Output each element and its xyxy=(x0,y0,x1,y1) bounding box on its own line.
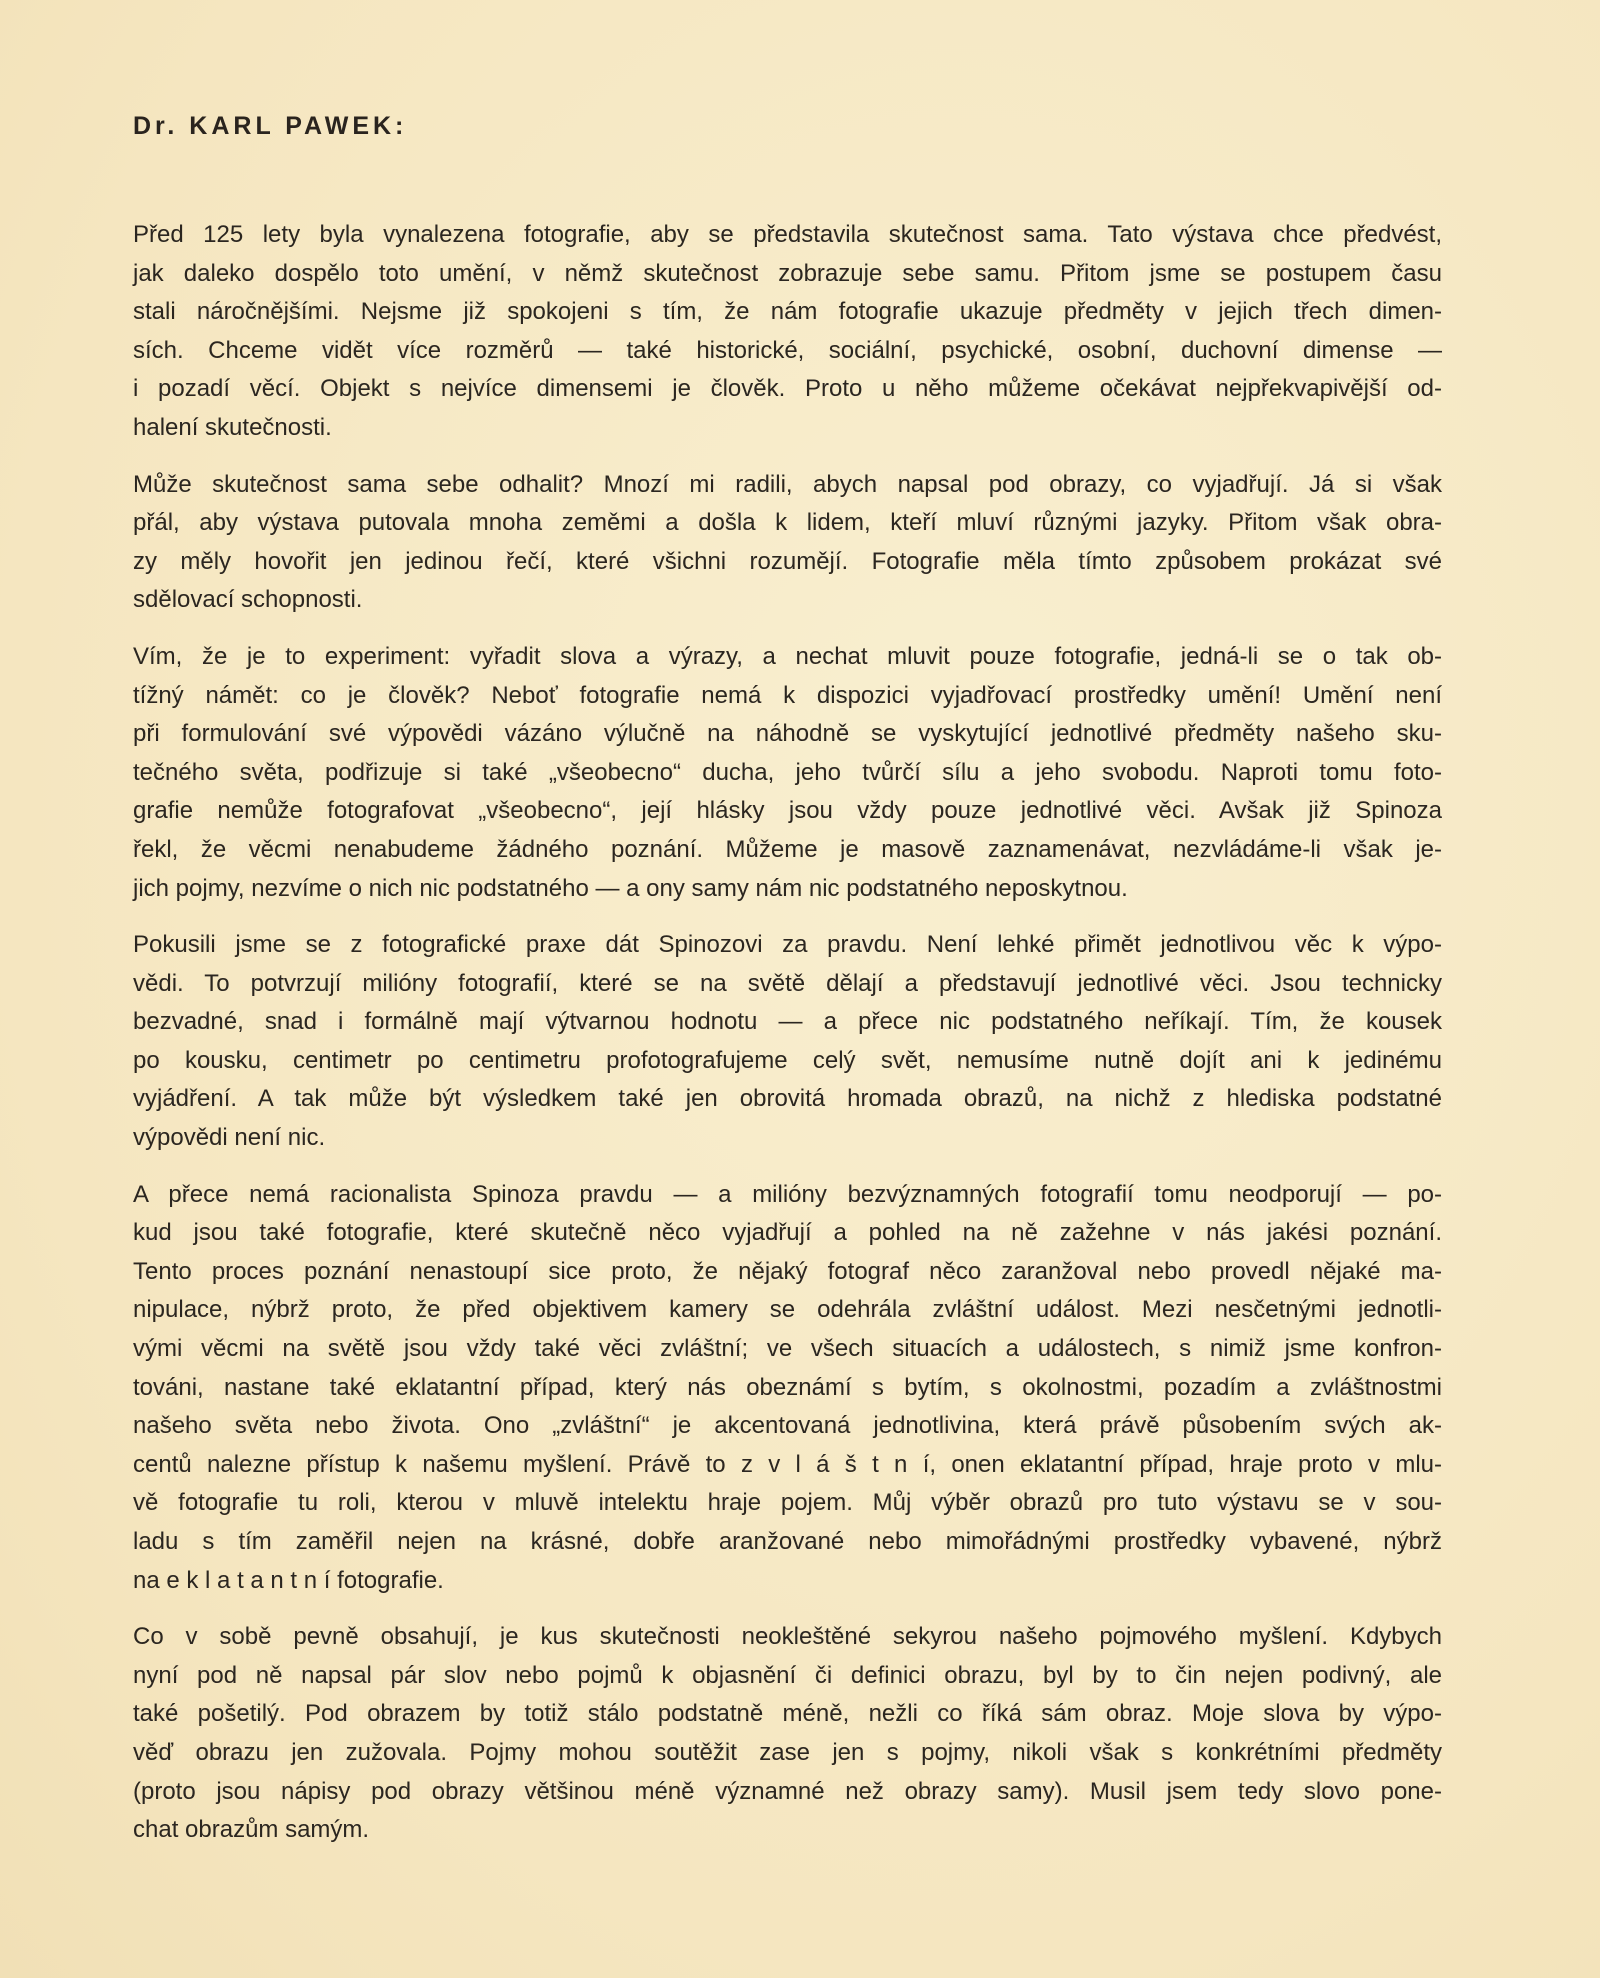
text-line: při formulování své výpovědi vázáno výlučně na náhodně se vyskytující jednotlivé předměty našeho sku- xyxy=(133,720,1442,748)
author-heading: Dr. KARL PAWEK: xyxy=(133,112,408,140)
paragraph xyxy=(133,1618,1442,1850)
text-line: věď obrazu jen zužovala. Pojmy mohou soutěžit zase jen s pojmy, nikoli však s konkrétními předměty xyxy=(133,1738,1442,1766)
text-line: Před 125 lety byla vynalezena fotografie, aby se představila skutečnost sama. Tato výstava chce předvést, xyxy=(133,221,1442,248)
text-line: jich pojmy, nezvíme o nich nic podstatného — a ony samy nám nic podstatného neposkytnou. xyxy=(133,874,1128,902)
text-line: také pošetilý. Pod obrazem by totiž stálo podstatně méně, nežli co říká sám obraz. Moje slova by výpo- xyxy=(133,1700,1442,1728)
text-line: po kousku, centimetr po centimetru profotografujeme celý svět, nemusíme nutně dojít ani k jedinému xyxy=(133,1046,1442,1074)
text-line: sdělovací schopnosti. xyxy=(133,586,363,614)
text-line: zy měly hovořit jen jedinou řečí, které všichni rozumějí. Fotografie měla tímto způsobem prokázat své xyxy=(133,547,1442,575)
text-line: centů nalezne přístup k našemu myšlení. Právě to z v l á š t n í, onen eklatantní případ, hraje proto v mlu- xyxy=(133,1450,1442,1478)
text-line: halení skutečnosti. xyxy=(133,413,332,441)
text-line: našeho světa nebo života. Ono „zvláštní“ je akcentovaná jednotlivina, která právě působením svých ak- xyxy=(133,1412,1442,1440)
text-line: na e k l a t a n t n í fotografie. xyxy=(133,1566,444,1594)
text-line: tečného světa, podřizuje si také „všeobecno“ ducha, jeho tvůrčí sílu a jeho svobodu. Naproti tomu foto- xyxy=(133,758,1442,786)
text-line: řekl, že věcmi nenabudeme žádného poznání. Můžeme je masově zaznamenávat, nezvládáme-li však je- xyxy=(133,835,1442,863)
text-line: vědi. To potvrzují milióny fotografií, které se na světě dělají a představují jednotlivé věci. Jsou technicky xyxy=(133,969,1442,997)
paragraph xyxy=(133,216,1442,448)
text-line: stali náročnějšími. Nejsme již spokojeni s tím, že nám fotografie ukazuje předměty v jejich třech dimen- xyxy=(133,298,1442,326)
text-line: vě fotografie tu roli, kterou v mluvě intelektu hraje pojem. Můj výběr obrazů pro tuto výstavu se v sou- xyxy=(133,1489,1442,1517)
text-line: bezvadné, snad i formálně mají výtvarnou hodnotu — a přece nic podstatného neříkají. Tím, že kousek xyxy=(133,1008,1442,1036)
text-line: (proto jsou nápisy pod obrazy většinou méně významné než obrazy samy). Musil jsem tedy slovo pone- xyxy=(133,1777,1442,1805)
text-line: vými věcmi na světě jsou vždy také věci zvláštní; ve všech situacích a událostech, s nimiž jsme konfron- xyxy=(133,1335,1442,1363)
article-body xyxy=(133,216,1442,1868)
text-line: Co v sobě pevně obsahují, je kus skutečnosti neokleštěné sekyrou našeho pojmového myšlení. Kdybych xyxy=(133,1623,1442,1651)
text-line: A přece nemá racionalista Spinoza pravdu — a milióny bezvýznamných fotografií tomu neodporují — po- xyxy=(133,1180,1442,1208)
text-line: výpovědi není nic. xyxy=(133,1124,326,1152)
text-line: přál, aby výstava putovala mnoha zeměmi a došla k lidem, kteří mluví různými jazyky. Přitom však obra- xyxy=(133,509,1442,537)
paragraph xyxy=(133,466,1442,620)
paragraph xyxy=(133,1176,1442,1601)
paragraph xyxy=(133,638,1442,908)
paragraph xyxy=(133,926,1442,1158)
text-line: nipulace, nýbrž proto, že před objektivem kamery se odehrála zvláštní událost. Mezi nesčetnými jednotli- xyxy=(133,1296,1442,1324)
text-line: Vím, že je to experiment: vyřadit slova a výrazy, a nechat mluvit pouze fotografie, jedná-li se o tak ob- xyxy=(133,642,1442,670)
text-line: kud jsou také fotografie, které skutečně něco vyjadřují a pohled na ně zažehne v nás jakési poznání. xyxy=(133,1219,1442,1247)
text-line: vyjádření. A tak může být výsledkem také jen obrovitá hromada obrazů, na nichž z hlediska podstatné xyxy=(133,1085,1442,1113)
text-line: nyní pod ně napsal pár slov nebo pojmů k objasnění či definici obrazu, byl by to čin nejen podivný, ale xyxy=(133,1661,1442,1689)
text-line: i pozadí věcí. Objekt s nejvíce dimensemi je člověk. Proto u něho můžeme očekávat nejpřekvapivější od- xyxy=(133,375,1442,403)
text-line: Pokusili jsme se z fotografické praxe dát Spinozovi za pravdu. Není lehké přimět jednotlivou věc k výpo- xyxy=(133,931,1442,959)
text-line: Tento proces poznání nenastoupí sice proto, že nějaký fotograf něco zaranžoval nebo provedl nějaké ma- xyxy=(133,1257,1442,1285)
text-line: sích. Chceme vidět více rozměrů — také historické, sociální, psychické, osobní, duchovní dimense — xyxy=(133,336,1442,364)
text-line: chat obrazům samým. xyxy=(133,1816,370,1844)
text-line: továni, nastane také eklatantní případ, který nás obeznámí s bytím, s okolnostmi, pozadím a zvláštnostmi xyxy=(133,1373,1442,1401)
text-line: Může skutečnost sama sebe odhalit? Mnozí mi radili, abych napsal pod obrazy, co vyjadřují. Já si však xyxy=(133,470,1442,498)
text-line: tížný námět: co je člověk? Neboť fotografie nemá k dispozici vyjadřovací prostředky umění! Umění není xyxy=(133,681,1442,709)
text-line: ladu s tím zaměřil nejen na krásné, dobře aranžované nebo mimořádnými prostředky vybavené, nýbrž xyxy=(133,1528,1442,1555)
text-line: jak daleko dospělo toto umění, v němž skutečnost zobrazuje sebe samu. Přitom jsme se postupem času xyxy=(133,259,1442,287)
text-line: grafie nemůže fotografovat „všeobecno“, její hlásky jsou vždy pouze jednotlivé věci. Avšak již Spinoza xyxy=(133,797,1442,825)
